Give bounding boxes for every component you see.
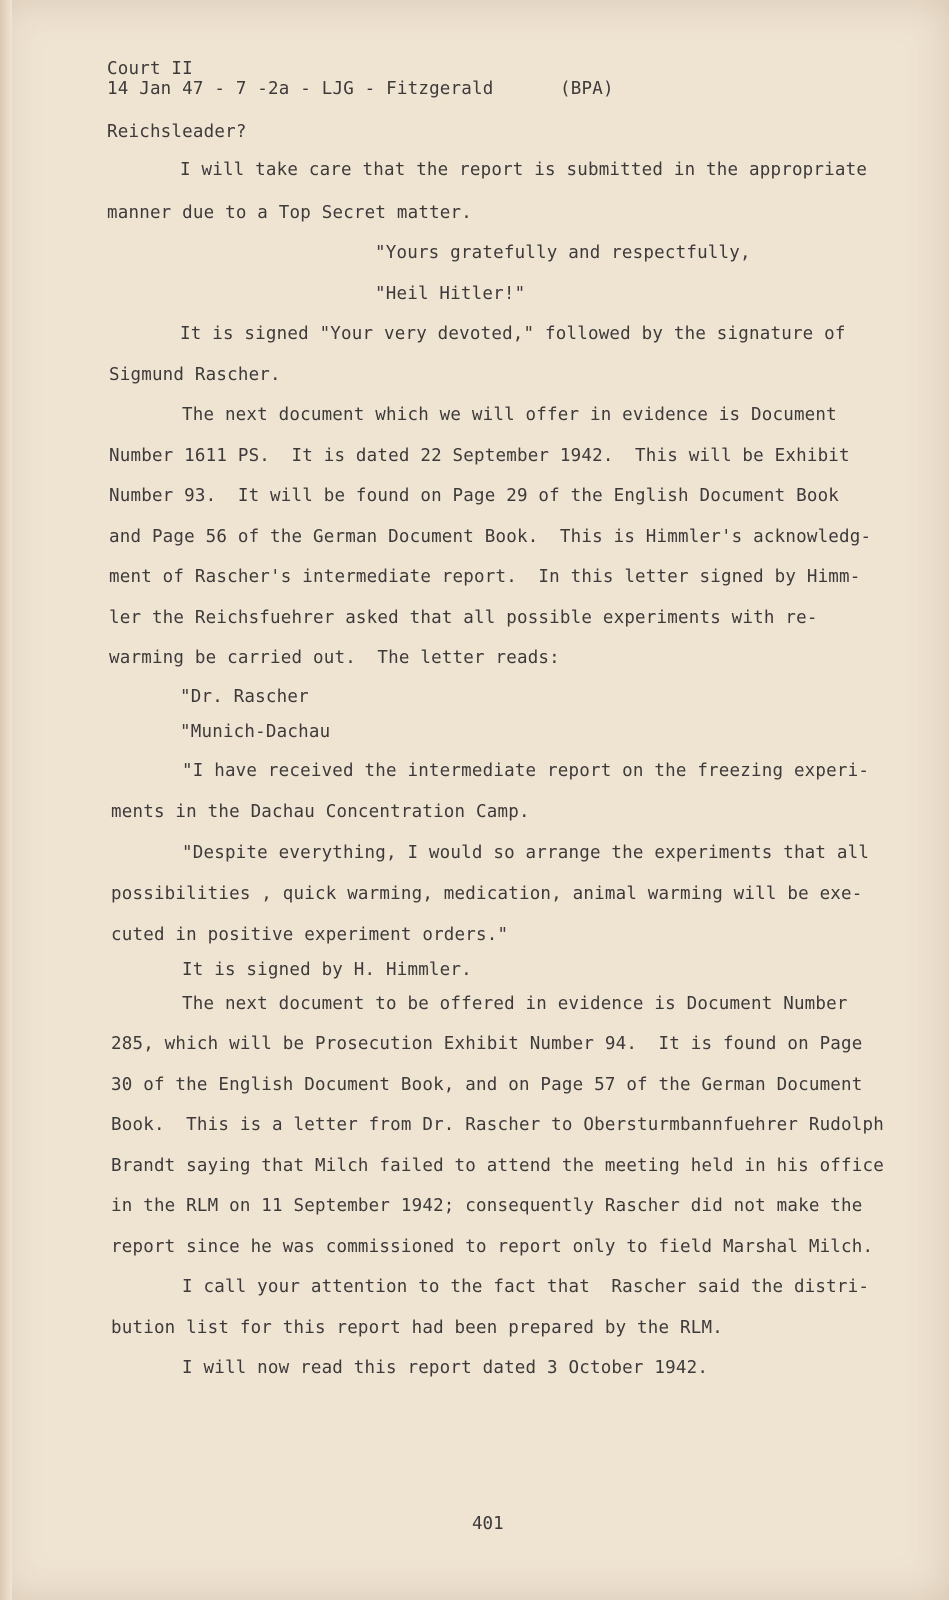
text-line: Reichsleader? — [107, 122, 247, 142]
text-line: ments in the Dachau Concentration Camp. — [111, 802, 530, 822]
text-line: I will take care that the report is submitted in the appropriate — [180, 160, 868, 180]
page-edge — [0, 0, 12, 1600]
page-number: 401 — [472, 1514, 504, 1534]
text-line: "Yours gratefully and respectfully, — [375, 243, 751, 263]
text-line: Book. This is a letter from Dr. Rascher to Obersturmbannfuehrer Rudolph — [111, 1115, 884, 1135]
header-court: Court II — [107, 59, 193, 79]
text-line: "Heil Hitler!" — [375, 284, 526, 304]
text-line: Brandt saying that Milch failed to attend the meeting held in his office — [111, 1156, 884, 1176]
text-line: report since he was commissioned to report only to field Marshal Milch. — [111, 1237, 874, 1257]
text-line: ler the Reichsfuehrer asked that all possible experiments with re- — [109, 608, 818, 628]
header-session: 14 Jan 47 - 7 -2a - LJG - Fitzgerald — [107, 79, 494, 99]
text-line: warming be carried out. The letter reads: — [109, 648, 560, 668]
text-line: The next document which we will offer in evidence is Document — [182, 405, 837, 425]
text-line: ment of Rascher's intermediate report. In this letter signed by Himm- — [109, 567, 861, 587]
text-line: Sigmund Rascher. — [109, 365, 281, 385]
text-line: It is signed "Your very devoted," followed by the signature of — [180, 324, 846, 344]
text-line: I will now read this report dated 3 October 1942. — [182, 1358, 709, 1378]
text-line: Number 1611 PS. It is dated 22 September 1942. This will be Exhibit — [109, 446, 850, 466]
text-line: 285, which will be Prosecution Exhibit Number 94. It is found on Page — [111, 1034, 863, 1054]
text-line: 30 of the English Document Book, and on Page 57 of the German Document — [111, 1075, 863, 1095]
text-line: "Dr. Rascher — [180, 687, 309, 707]
text-line: cuted in positive experiment orders." — [111, 925, 509, 945]
text-line: and Page 56 of the German Document Book. This is Himmler's acknowledg- — [109, 527, 872, 547]
text-line: "Despite everything, I would so arrange the experiments that all — [182, 843, 870, 863]
text-line: in the RLM on 11 September 1942; consequently Rascher did not make the — [111, 1196, 863, 1216]
text-line: manner due to a Top Secret matter. — [107, 203, 473, 223]
text-line: Number 93. It will be found on Page 29 of the English Document Book — [109, 486, 840, 506]
text-line: possibilities , quick warming, medication, animal warming will be exe- — [111, 884, 863, 904]
text-line: "Munich-Dachau — [180, 722, 331, 742]
text-line: bution list for this report had been prepared by the RLM. — [111, 1318, 723, 1338]
header-code: (BPA) — [560, 79, 614, 99]
text-line: The next document to be offered in evidence is Document Number — [182, 994, 848, 1014]
text-line: "I have received the intermediate report on the freezing experi- — [182, 761, 870, 781]
text-line: I call your attention to the fact that Rascher said the distri- — [182, 1277, 870, 1297]
text-line: It is signed by H. Himmler. — [182, 960, 472, 980]
